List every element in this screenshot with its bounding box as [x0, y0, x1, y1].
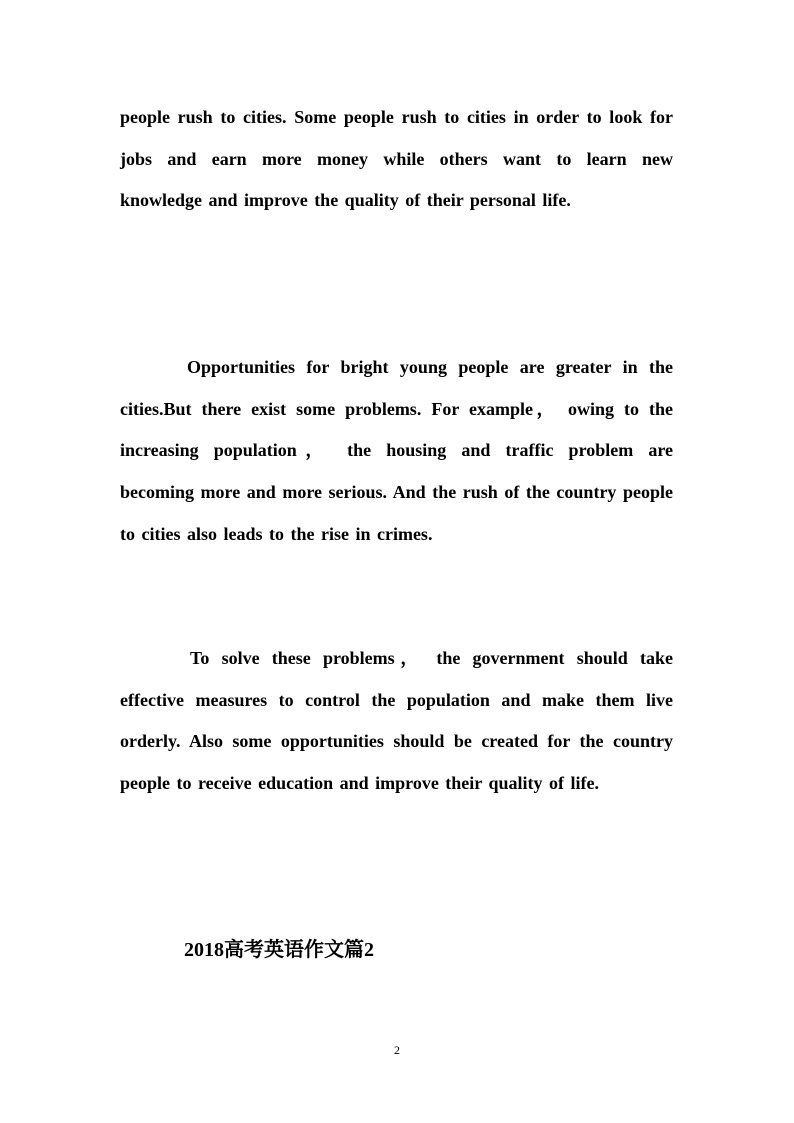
paragraph-urban-migration: people rush to cities. Some people rush to cities in order to look for jobs and earn more money while others want to learn new knowledge and improve the quality of their personal life.	[120, 107, 673, 211]
essay-heading: 2018高考英语作文篇2	[184, 939, 374, 961]
paragraph-solutions: To solve these problems， the government should take effective measures to control the population and make them live orderly. Also some opportunities should be created for the country people to receive education and improve their quality of life.	[120, 648, 673, 794]
page-number: 2	[394, 1043, 400, 1057]
paragraph-city-problems: Opportunities for bright young people are greater in the cities.But there exist some problems. For example， owing to the increasing population， the housing and traffic problem are becoming more and more serious. And the rush of the country people to cities also leads to the rise in crimes.	[120, 357, 673, 544]
